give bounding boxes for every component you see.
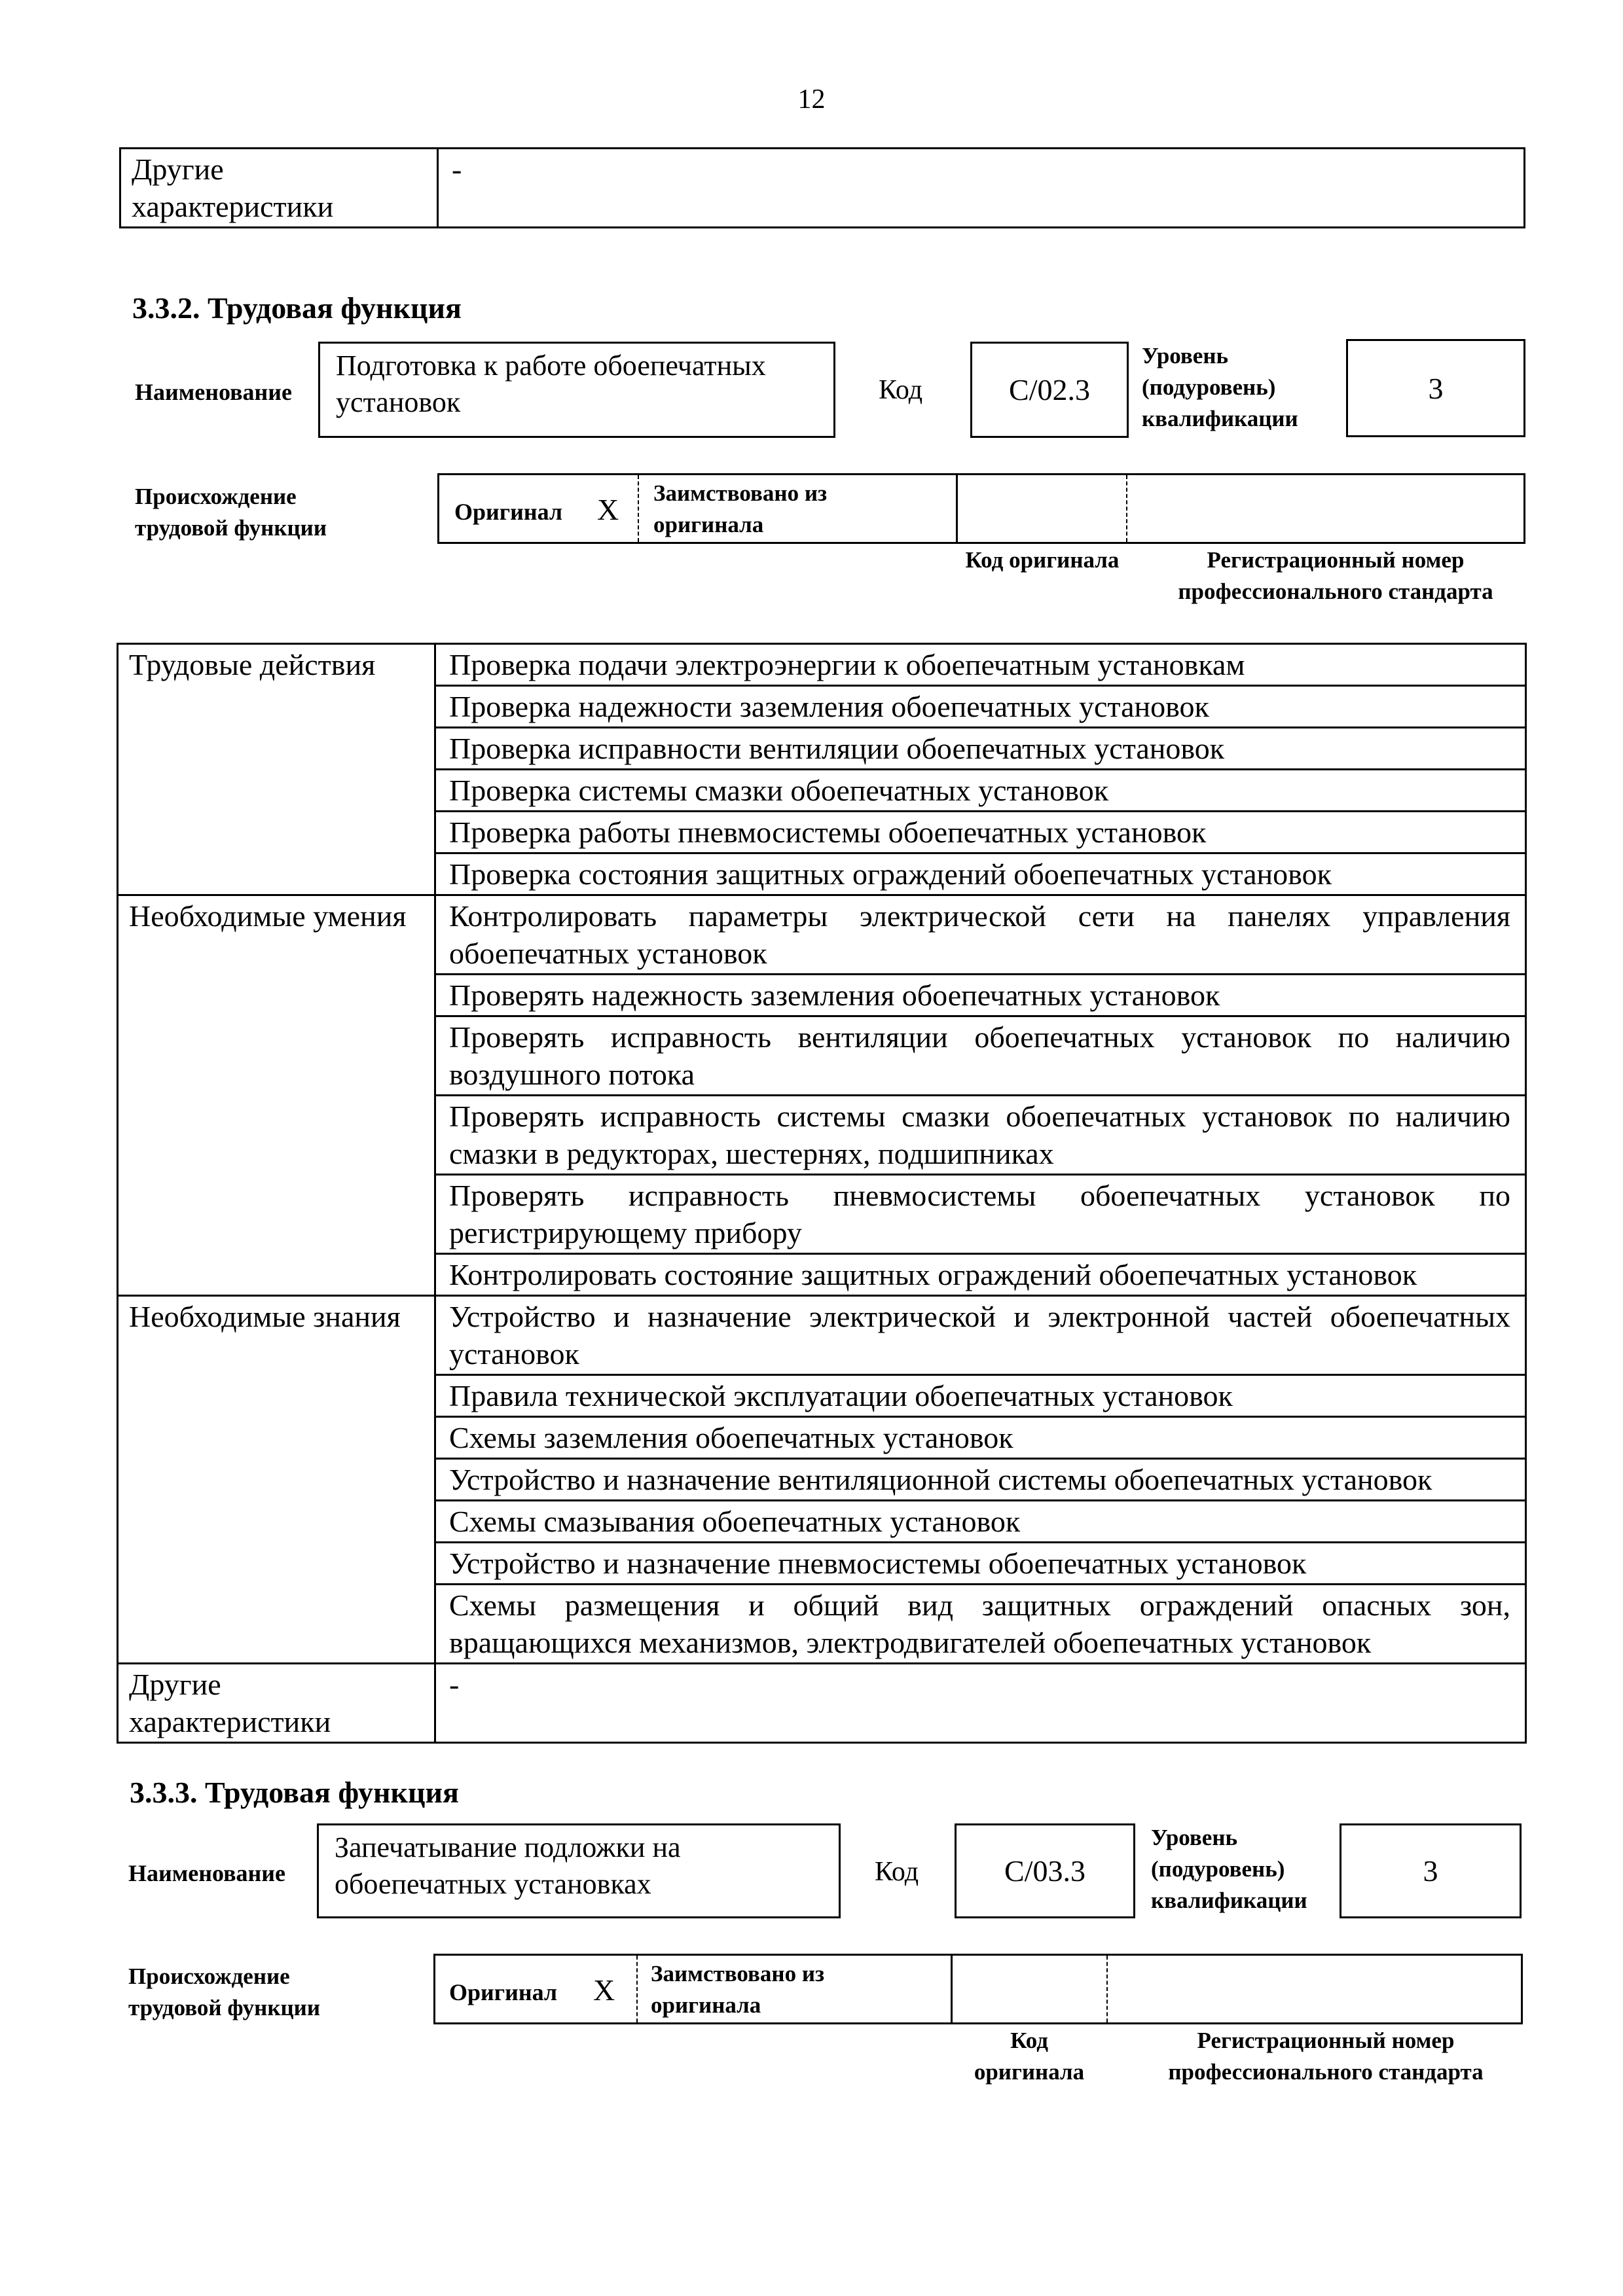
table-row (118, 895, 1526, 975)
name-value-333: Запечатывание подложки на обоепечатных установках (335, 1831, 681, 1900)
other-characteristics-value: - (438, 149, 1525, 228)
skill-item: Контролировать состояние защитных ограждений обоепечатных установок (435, 1254, 1526, 1296)
code-original-caption-333: Код оригинала (974, 2028, 1085, 2085)
name-label-332: Наименование (135, 379, 292, 405)
action-item: Проверка работы пневмосистемы обоепечатных установок (435, 812, 1526, 853)
origin-divider-332-c (1126, 475, 1127, 542)
original-label-333: Оригинал (449, 1979, 558, 2005)
origin-divider-333-a (636, 1956, 638, 2022)
knowledge-item: Схемы заземления обоепечатных установок (435, 1417, 1526, 1459)
labor-function-table-332 (117, 643, 1527, 1744)
borrowed-label-333: Заимствовано из оригинала (651, 1961, 825, 2018)
action-item: Проверка системы смазки обоепечатных установок (435, 770, 1526, 812)
knowledge-item: Устройство и назначение пневмосистемы обоепечатных установок (435, 1543, 1526, 1585)
original-mark-332: X (597, 493, 619, 526)
page-number: 12 (797, 84, 826, 115)
skill-item: Проверять исправность системы смазки обоепечатных установок по наличию смазки в редукторах, шестернях, подшипниках (435, 1096, 1526, 1175)
table-row (118, 644, 1526, 686)
name-value-332: Подготовка к работе обоепечатных установок (336, 350, 766, 418)
knowledge-item: Схемы размещения и общий вид защитных ограждений опасных зон, вращающихся механизмов, электродвигателей обоепечатных установок (435, 1585, 1526, 1664)
knowledge-item: Устройство и назначение вентиляционной системы обоепечатных установок (435, 1459, 1526, 1501)
code-original-caption-332: Код оригинала (965, 547, 1120, 573)
knowledge-item: Схемы смазывания обоепечатных установок (435, 1501, 1526, 1543)
level-value-333: 3 (1340, 1823, 1522, 1918)
code-label-333: Код (875, 1857, 919, 1887)
section-title-332: 3.3.2. Трудовая функция (132, 291, 462, 325)
origin-divider-332-a (638, 475, 639, 542)
origin-divider-333-c (1106, 1956, 1108, 2022)
other-characteristics-label: Другие характеристики (120, 149, 438, 228)
origin-label-333: Происхождение трудовой функции (128, 1964, 321, 2020)
original-mark-333: X (593, 1973, 615, 2007)
origin-divider-332-b (956, 473, 958, 544)
original-label-332: Оригинал (454, 499, 563, 525)
skill-item: Контролировать параметры электрической сети на панелях управления обоепечатных установок (435, 895, 1526, 975)
level-value-332: 3 (1346, 339, 1525, 437)
name-label-333: Наименование (128, 1860, 285, 1886)
skill-item: Проверять надежность заземления обоепечатных установок (435, 975, 1526, 1016)
section-label-knowledge: Необходимые знания (118, 1296, 435, 1664)
action-item: Проверка исправности вентиляции обоепечатных установок (435, 728, 1526, 770)
other-characteristics-top-table (119, 147, 1525, 228)
action-item: Проверка подачи электроэнергии к обоепечатным установкам (435, 644, 1526, 686)
table-row (118, 1296, 1526, 1375)
knowledge-item: Устройство и назначение электрической и электронной частей обоепечатных установок (435, 1296, 1526, 1375)
code-label-332: Код (879, 375, 923, 405)
borrowed-label-332: Заимствовано из оригинала (653, 480, 828, 537)
origin-divider-333-b (951, 1954, 953, 2024)
section-label-other: Другие характеристики (118, 1664, 435, 1743)
action-item: Проверка надежности заземления обоепечатных установок (435, 686, 1526, 728)
section-label-skills: Необходимые умения (118, 895, 435, 1296)
section-label-actions: Трудовые действия (118, 644, 435, 895)
origin-label-332: Происхождение трудовой функции (135, 484, 327, 541)
other-item: - (435, 1664, 1526, 1743)
reg-number-caption-332: Регистрационный номер профессионального стандарта (1178, 547, 1493, 604)
reg-number-caption-333: Регистрационный номер профессионального стандарта (1168, 2028, 1484, 2085)
skill-item: Проверять исправность вентиляции обоепечатных установок по наличию воздушного потока (435, 1016, 1526, 1096)
table-row (118, 1664, 1526, 1743)
action-item: Проверка состояния защитных ограждений обоепечатных установок (435, 853, 1526, 895)
name-value-box-332 (318, 342, 835, 438)
code-value-333: С/03.3 (955, 1823, 1135, 1918)
section-title-333: 3.3.3. Трудовая функция (130, 1776, 459, 1809)
skill-item: Проверять исправность пневмосистемы обоепечатных установок по регистрирующему прибору (435, 1175, 1526, 1254)
code-value-332: С/02.3 (970, 342, 1129, 438)
level-label-333: Уровень (подуровень) квалификации (1151, 1825, 1307, 1913)
level-label-332: Уровень (подуровень) квалификации (1142, 343, 1298, 431)
name-value-box-333 (317, 1823, 841, 1918)
knowledge-item: Правила технической эксплуатации обоепечатных установок (435, 1375, 1526, 1417)
